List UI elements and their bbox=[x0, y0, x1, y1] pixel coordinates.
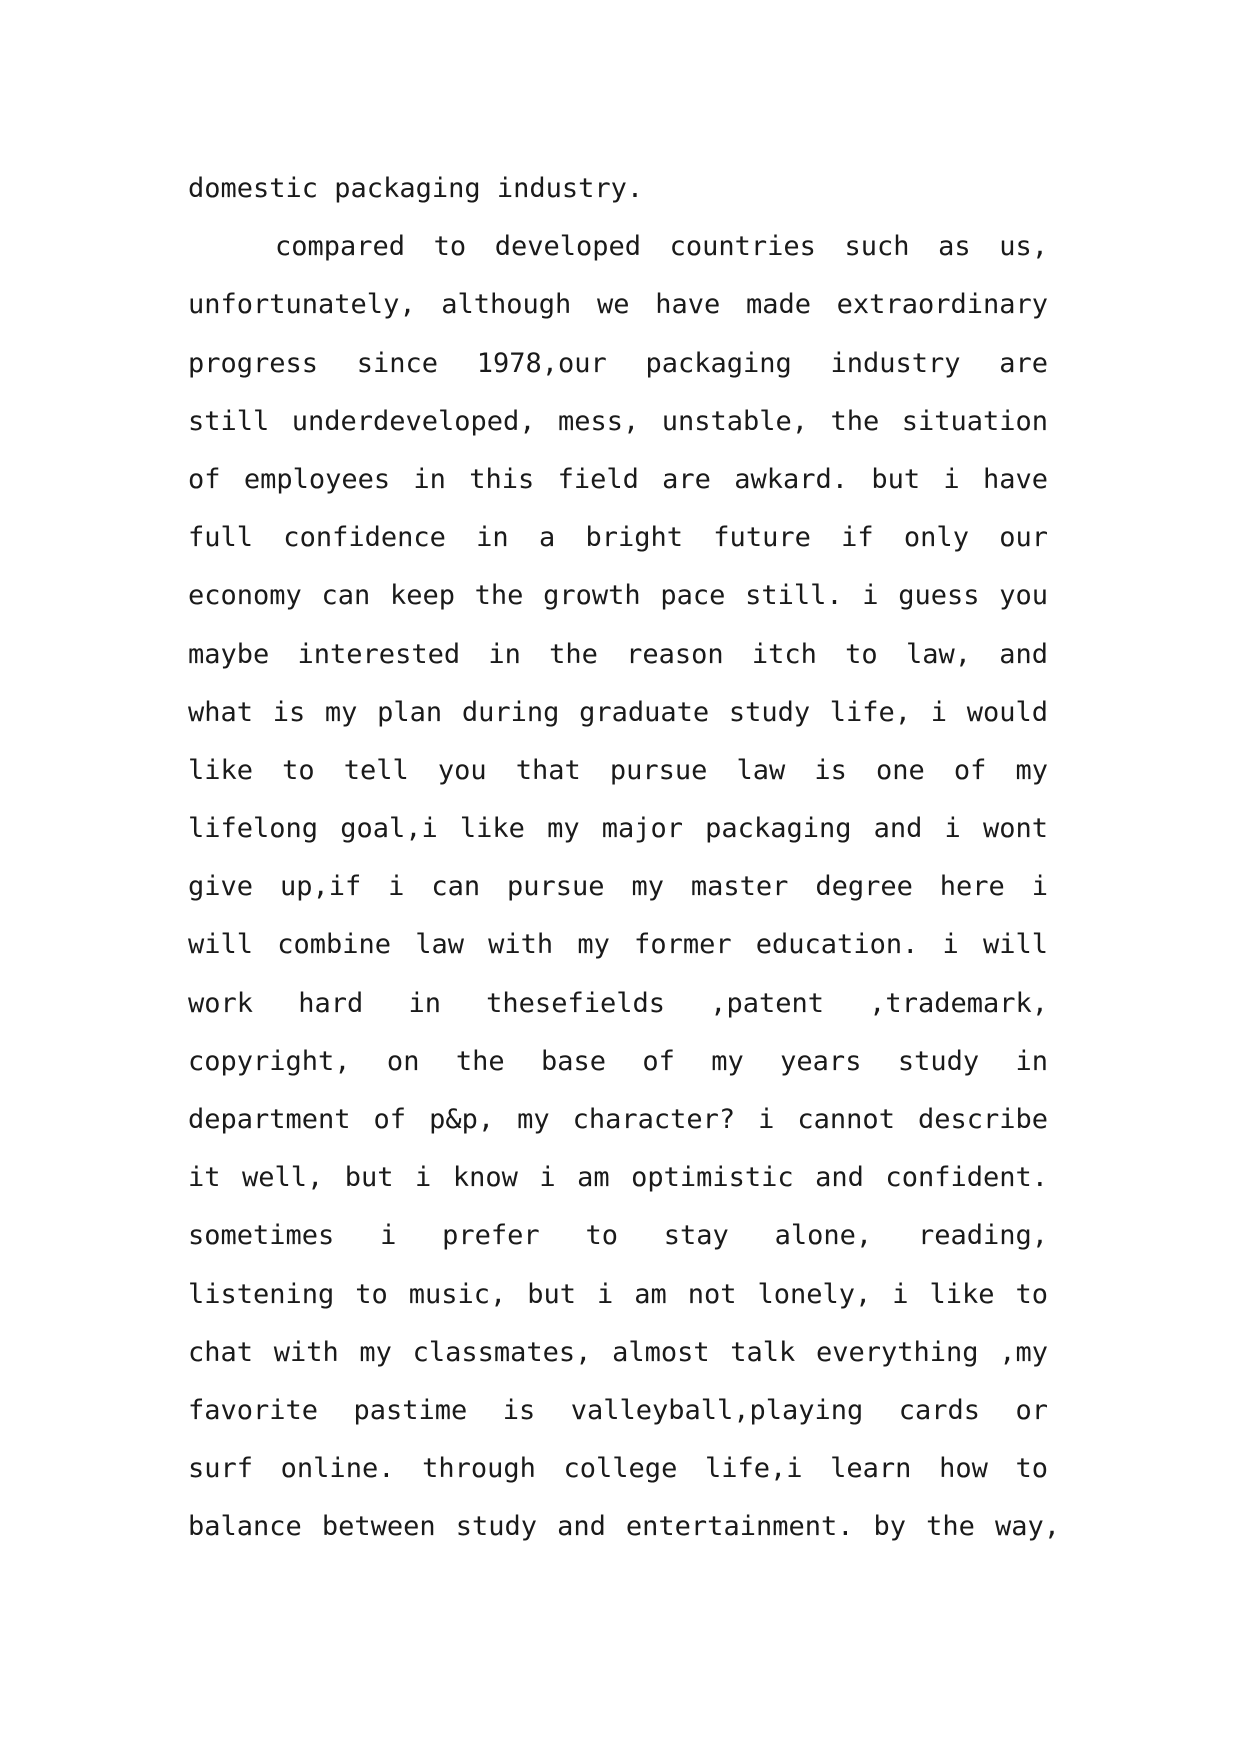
text-line: of employees in this field are awkard. but i have bbox=[188, 463, 1048, 495]
text-line: economy can keep the growth pace still. i guess you bbox=[188, 580, 1048, 612]
text-line: sometimes i prefer to stay alone, reading, bbox=[188, 1220, 1048, 1252]
text-line: favorite pastime is valleyball,playing cards or bbox=[188, 1394, 1048, 1426]
text-line: domestic packaging industry. bbox=[188, 173, 644, 204]
body-text bbox=[188, 160, 1060, 1557]
text-line: work hard in thesefields ,patent ,trademark, bbox=[188, 987, 1048, 1019]
text-line: still underdeveloped, mess, unstable, the situation bbox=[188, 405, 1048, 437]
text-line: copyright, on the base of my years study in bbox=[188, 1045, 1048, 1077]
text-line: will combine law with my former education. i will bbox=[188, 929, 1048, 961]
text-line: like to tell you that pursue law is one of my bbox=[188, 754, 1048, 786]
text-line: it well, but i know i am optimistic and confident. bbox=[188, 1162, 1048, 1194]
text-line: what is my plan during graduate study life, i would bbox=[188, 696, 1048, 728]
text-line: progress since 1978,our packaging industry are bbox=[188, 347, 1048, 379]
text-line: maybe interested in the reason itch to law, and bbox=[188, 638, 1048, 670]
text-line: balance between study and entertainment. by the way, bbox=[188, 1511, 1060, 1543]
text-line: department of p&p, my character? i cannot describe bbox=[188, 1104, 1048, 1135]
text-line: listening to music, but i am not lonely, i like to bbox=[188, 1278, 1048, 1310]
text-line: surf online. through college life,i learn how to bbox=[188, 1453, 1048, 1485]
text-line: full confidence in a bright future if only our bbox=[188, 522, 1048, 554]
text-line: lifelong goal,i like my major packaging and i wont bbox=[188, 813, 1048, 845]
text-line: unfortunately, although we have made extraordinary bbox=[188, 289, 1048, 321]
paragraph-first-line: compared to developed countries such as us, bbox=[275, 231, 1048, 263]
text-line: chat with my classmates, almost talk everything ,my bbox=[188, 1336, 1048, 1368]
text-line: give up,if i can pursue my master degree here i bbox=[188, 871, 1048, 903]
